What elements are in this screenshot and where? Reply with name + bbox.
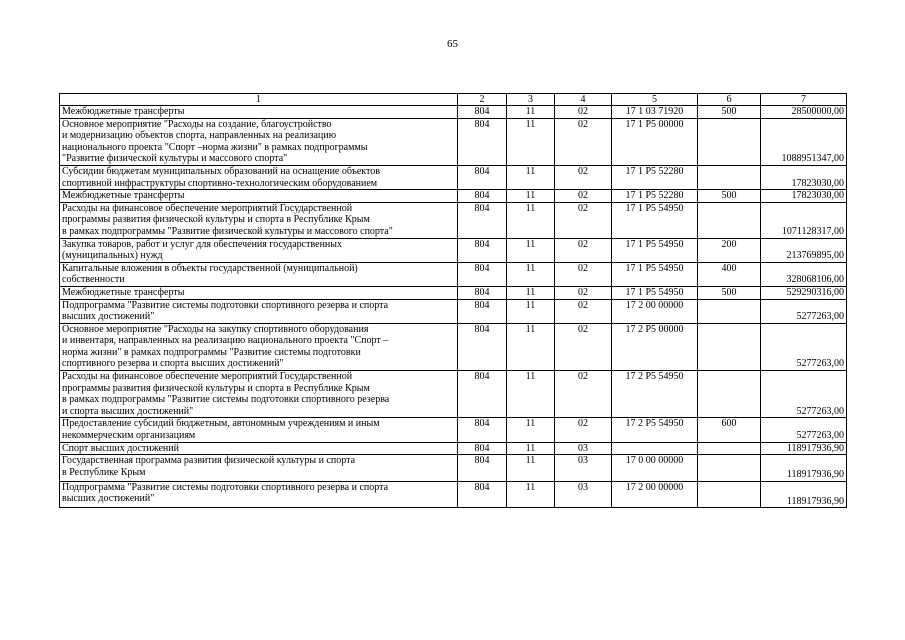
row-ministry-code: 804 [458,165,507,189]
row-target-article: 17 1 P5 52280 [612,165,698,189]
row-name [60,190,458,203]
row-name [60,323,458,370]
row-name-text: Подпрограмма "Развитие системы подготовки спортивного резерва и спорта высших достижений" [62,481,389,505]
row-amount: 118917936,90 [761,481,847,508]
table-row [60,106,847,119]
row-expense-type [698,442,761,455]
row-section-code: 11 [507,323,555,370]
row-name-text: Предоставление субсидий бюджетным, автономным учреждениям и иным некоммерческим организациям [62,418,380,442]
table-row [60,262,847,286]
row-name-text: Межбюджетные трансферты [62,190,185,202]
row-ministry-code: 804 [458,190,507,203]
column-header-1: 1 [60,94,458,106]
column-header-4: 4 [555,94,612,106]
row-name-text: Подпрограмма "Развитие системы подготовки спортивного резерва и спорта высших достижений" [62,299,389,323]
row-name-text: Межбюджетные трансферты [62,106,185,117]
row-name [60,442,458,455]
row-amount: 5277263,00 [761,418,847,442]
row-target-article: 17 2 00 00000 [612,299,698,323]
row-ministry-code: 804 [458,202,507,238]
row-subsection-code: 02 [555,238,612,262]
row-subsection-code: 02 [555,323,612,370]
row-section-code: 11 [507,118,555,165]
row-ministry-code: 804 [458,418,507,442]
page-number: 65 [447,38,458,50]
row-section-code: 11 [507,106,555,119]
table-row [60,442,847,455]
row-target-article: 17 2 P5 00000 [612,323,698,370]
row-expense-type [698,299,761,323]
row-subsection-code: 02 [555,299,612,323]
column-header-7: 7 [761,94,847,106]
row-expense-type [698,165,761,189]
table-row [60,202,847,238]
row-ministry-code: 804 [458,286,507,299]
row-subsection-code: 03 [555,455,612,482]
row-target-article: 17 2 00 00000 [612,481,698,508]
row-subsection-code: 02 [555,118,612,165]
row-section-code: 11 [507,481,555,508]
row-amount: 5277263,00 [761,371,847,418]
row-name [60,262,458,286]
row-ministry-code: 804 [458,481,507,508]
row-name [60,371,458,418]
column-header-2: 2 [458,94,507,106]
table-row [60,481,847,508]
row-target-article: 17 2 P5 54950 [612,371,698,418]
row-name [60,165,458,189]
row-expense-type [698,481,761,508]
row-expense-type: 600 [698,418,761,442]
row-target-article: 17 1 P5 54950 [612,202,698,238]
table-row [60,323,847,370]
row-subsection-code: 03 [555,481,612,508]
row-section-code: 11 [507,286,555,299]
row-name [60,418,458,442]
row-name [60,286,458,299]
row-target-article: 17 2 P5 54950 [612,418,698,442]
table-row [60,165,847,189]
row-expense-type [698,455,761,482]
row-subsection-code: 02 [555,202,612,238]
row-amount: 118917936,90 [761,455,847,482]
row-name [60,455,458,482]
column-header-6: 6 [698,94,761,106]
row-expense-type [698,118,761,165]
row-section-code: 11 [507,418,555,442]
row-subsection-code: 02 [555,418,612,442]
row-expense-type: 500 [698,106,761,119]
row-amount: 213769895,00 [761,238,847,262]
row-ministry-code: 804 [458,371,507,418]
row-amount: 17823030,00 [761,190,847,203]
row-section-code: 11 [507,262,555,286]
table-row [60,371,847,418]
row-ministry-code: 804 [458,262,507,286]
row-expense-type [698,202,761,238]
row-ministry-code: 804 [458,323,507,370]
row-name [60,481,458,508]
row-ministry-code: 804 [458,442,507,455]
row-target-article: 17 1 P5 54950 [612,262,698,286]
row-name [60,299,458,323]
row-amount: 529290316,00 [761,286,847,299]
row-name [60,106,458,119]
row-target-article: 17 1 P5 54950 [612,238,698,262]
table-row [60,190,847,203]
row-amount: 5277263,00 [761,299,847,323]
table-row [60,299,847,323]
row-expense-type [698,323,761,370]
row-name-text: Спорт высших достижений [62,442,179,454]
row-name-text: Расходы на финансовое обеспечение мероприятий Государственной программы развития физической культуры и спорта в Республике Крым в рамках подпрограммы "Развитие системы подготовки спортивного резерва и спорта высших достижений" [62,371,390,417]
row-subsection-code: 02 [555,286,612,299]
row-target-article: 17 1 P5 00000 [612,118,698,165]
row-ministry-code: 804 [458,299,507,323]
row-amount: 28500000,00 [761,106,847,119]
row-target-article: 17 1 03 71920 [612,106,698,119]
row-name-text: Основное мероприятие "Расходы на создание, благоустройство и модернизацию объектов спорта, направленных на реализацию национального проекта "Спорт –норма жизни" в рамках подпрограммы "Развитие физической культуры и массового спорта" [62,118,368,165]
row-section-code: 11 [507,202,555,238]
row-expense-type: 200 [698,238,761,262]
row-amount: 1088951347,00 [761,118,847,165]
row-subsection-code: 02 [555,371,612,418]
row-name-text: Субсидии бюджетам муниципальных образований на оснащение объектов спортивной инфраструктуры спортивно-технологическим оборудованием [62,165,380,189]
row-ministry-code: 804 [458,118,507,165]
row-subsection-code: 02 [555,190,612,203]
row-section-code: 11 [507,371,555,418]
row-target-article [612,442,698,455]
table-body [60,106,847,508]
row-amount: 17823030,00 [761,165,847,189]
row-name-text: Закупка товаров, работ и услуг для обеспечения государственных (муниципальных) нужд [62,238,343,262]
row-subsection-code: 02 [555,165,612,189]
row-subsection-code: 02 [555,262,612,286]
row-section-code: 11 [507,455,555,482]
row-section-code: 11 [507,190,555,203]
row-subsection-code: 03 [555,442,612,455]
row-expense-type: 500 [698,286,761,299]
row-amount: 118917936,90 [761,442,847,455]
row-name [60,202,458,238]
row-target-article: 17 1 P5 52280 [612,190,698,203]
table-row [60,286,847,299]
row-section-code: 11 [507,165,555,189]
row-section-code: 11 [507,238,555,262]
column-header-3: 3 [507,94,555,106]
row-section-code: 11 [507,299,555,323]
row-name [60,118,458,165]
budget-table [59,93,847,508]
table-row [60,238,847,262]
column-header-5: 5 [612,94,698,106]
row-name-text: Капитальные вложения в объекты государственной (муниципальной) собственности [62,262,358,286]
row-ministry-code: 804 [458,455,507,482]
table-row [60,418,847,442]
row-section-code: 11 [507,442,555,455]
row-subsection-code: 02 [555,106,612,119]
row-expense-type: 400 [698,262,761,286]
row-expense-type: 500 [698,190,761,203]
row-target-article: 17 0 00 00000 [612,455,698,482]
row-name-text: Государственная программа развития физической культуры и спорта в Республике Крым [62,455,356,478]
row-name [60,238,458,262]
table-row [60,118,847,165]
row-amount: 5277263,00 [761,323,847,370]
row-expense-type [698,371,761,418]
row-amount: 328068106,00 [761,262,847,286]
row-ministry-code: 804 [458,106,507,119]
row-name-text: Основное мероприятие "Расходы на закупку спортивного оборудования и инвентаря, направленных на реализацию национального проекта "Спорт – норма жизни" в рамках подпрограммы "Развитие системы подготовки спортивного резерва и спорта высших достижений" [62,323,389,370]
row-target-article: 17 1 P5 54950 [612,286,698,299]
row-name-text: Расходы на финансовое обеспечение мероприятий Государственной программы развития физической культуры и спорта в Республике Крым в рамках подпрограммы "Развитие физической культуры и массового спорта" [62,202,393,237]
row-amount: 1071128317,00 [761,202,847,238]
row-name-text: Межбюджетные трансферты [62,286,185,298]
table-row [60,455,847,482]
header-row [60,94,847,106]
row-ministry-code: 804 [458,238,507,262]
